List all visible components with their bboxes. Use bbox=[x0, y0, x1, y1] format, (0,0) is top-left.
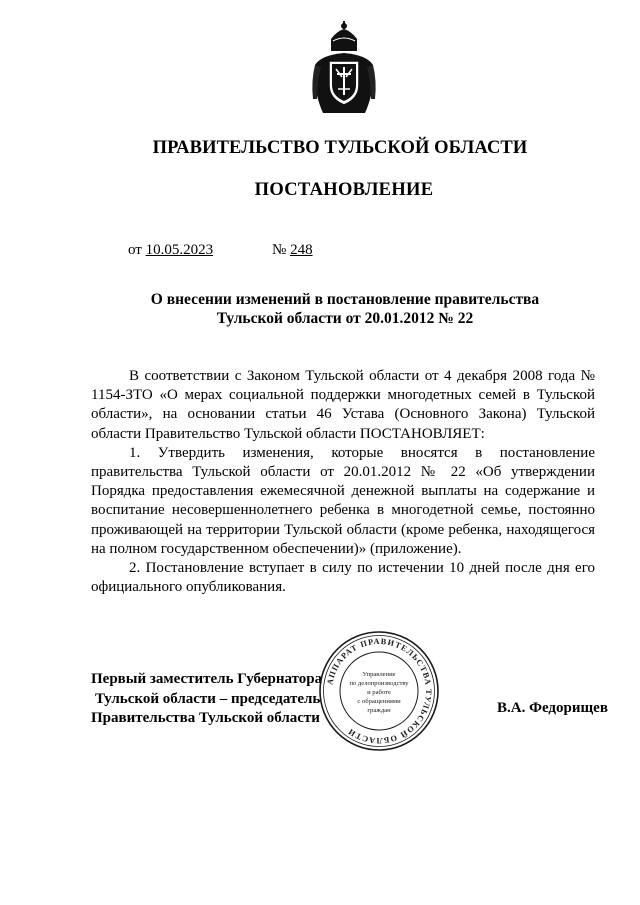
document-date bbox=[128, 242, 213, 259]
number-value: 248 bbox=[290, 242, 313, 258]
organization-title: ПРАВИТЕЛЬСТВО ТУЛЬСКОЙ ОБЛАСТИ bbox=[152, 138, 528, 158]
number-prefix: № bbox=[272, 242, 287, 258]
signatory-name: В.А. Федорищев bbox=[497, 700, 608, 716]
official-stamp bbox=[318, 630, 440, 752]
body-paragraph-item-2: 2. Постановление вступает в силу по истечении 10 дней после дня его официального опубликования. bbox=[91, 560, 595, 596]
signatory-position bbox=[91, 670, 322, 729]
date-value: 10.05.2023 bbox=[145, 242, 214, 258]
document-type-title: ПОСТАНОВЛЕНИЕ bbox=[254, 180, 434, 200]
subject-line-1: О внесении изменений в постановление правительства bbox=[150, 291, 540, 308]
date-prefix: от bbox=[128, 242, 142, 258]
body-paragraph-item-1: 1. Утвердить изменения, которые вносятся в постановление правительства Тульской области от 20.01.2012 № 22 «Об утверждении Порядка предоставления ежемесячной денежной выплаты на содержание и воспитание несовершеннолетнего ребенка в многодетной семье, постоянно проживающей на территории Тульской области (кроме ребенка, находящегося на полном государственном обеспечении)» (приложение). bbox=[91, 444, 595, 557]
stamp-ring-text: АППАРАТ ПРАВИТЕЛЬСТВА ТУЛЬСКОЙ ОБЛАСТИ bbox=[325, 636, 434, 746]
body-paragraph-preamble: В соответствии с Законом Тульской области от 4 декабря 2008 года № 1154-ЗТО «О мерах социальной поддержки многодетных семей в Тульской области», на основании статьи 46 Устава (Основного Закона) Тульской области Правительство Тульской области ПОСТАНОВЛЯЕТ: bbox=[91, 368, 595, 442]
coat-of-arms-emblem bbox=[309, 21, 379, 119]
position-line-2: Тульской области – председатель bbox=[95, 690, 321, 707]
stamp-center-line-3: и работе bbox=[367, 689, 391, 696]
document-body bbox=[91, 367, 595, 597]
position-line-1: Первый заместитель Губернатора bbox=[91, 671, 323, 687]
stamp-center-line-2: по делопроизводству bbox=[349, 680, 409, 687]
position-line-3: Правительства Тульской области bbox=[91, 710, 320, 726]
stamp-center-line-4: с обращениями bbox=[357, 698, 401, 705]
document-number bbox=[272, 242, 313, 259]
stamp-center-line-1: Управление bbox=[362, 671, 396, 678]
subject-line-2: Тульской области от 20.01.2012 № 22 bbox=[216, 310, 474, 327]
stamp-center-line-5: граждан bbox=[367, 707, 391, 714]
document-subject bbox=[0, 290, 640, 328]
